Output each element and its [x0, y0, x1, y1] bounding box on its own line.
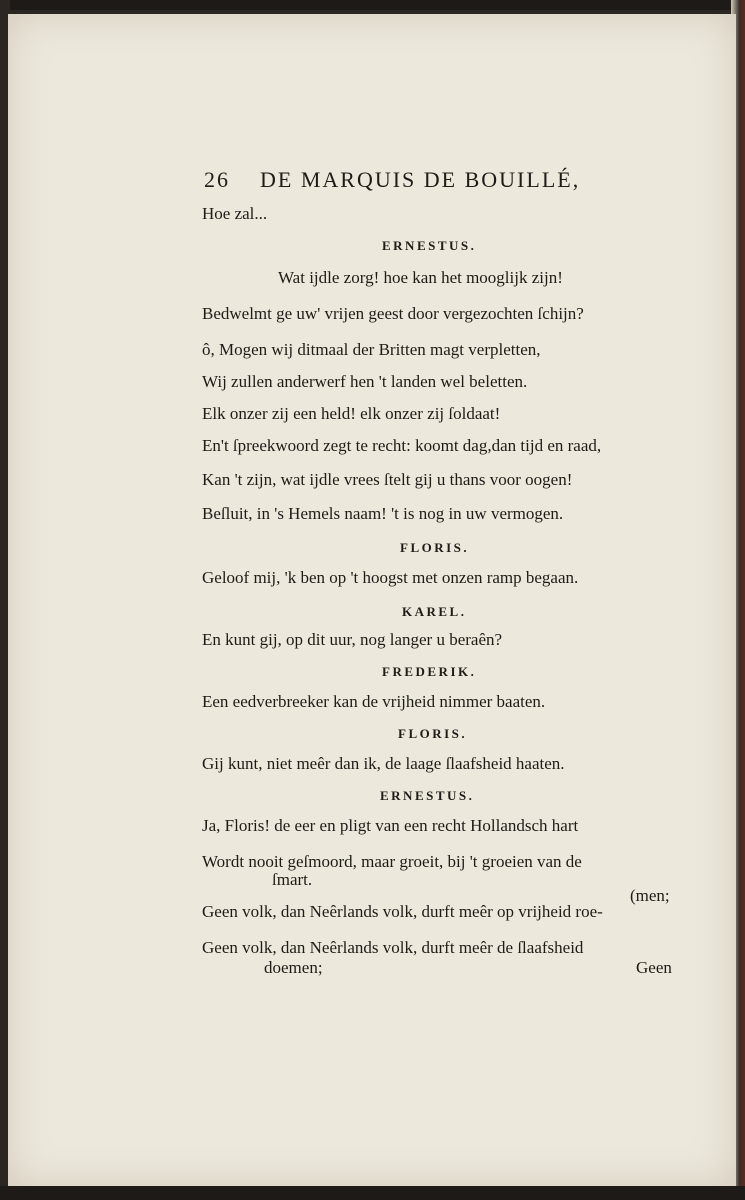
verse-line: Wij zullen anderwerf hen 't landen wel beletten. [202, 372, 528, 391]
verse-line: Een eedverbreeker kan de vrijheid nimmer baaten. [202, 692, 546, 711]
verse-line: ô, Mogen wij ditmaal der Britten magt verpletten, [202, 340, 541, 359]
verse-line: En't ſpreekwoord zegt te recht: koomt dag,dan tijd en raad, [202, 436, 602, 455]
speaker-name: KAREL. [402, 604, 467, 619]
verse-turnover: doemen; [264, 958, 323, 977]
verse-line: En kunt gij, op dit uur, nog langer u beraên? [202, 630, 503, 649]
first-line: Hoe zal... [202, 204, 268, 223]
verse-turnover: ſmart. [272, 870, 313, 889]
verse-line: Gij kunt, niet meêr dan ik, de laage ſlaafsheid haaten. [202, 754, 565, 773]
page-number: 26 [204, 167, 230, 192]
verse-line: Geloof mij, 'k ben op 't hoogst met onzen ramp begaan. [202, 568, 579, 587]
speaker-name: FLORIS. [400, 540, 470, 555]
speaker-name: ERNESTUS. [380, 788, 475, 803]
verse-line: Geen volk, dan Neêrlands volk, durft meêr de ſlaafsheid [202, 938, 584, 957]
catchword: Geen [636, 958, 672, 977]
running-title: DE MARQUIS DE BOUILLÉ, [260, 167, 581, 192]
speaker-name: FREDERIK. [382, 664, 477, 679]
verse-line: Wordt nooit geſmoord, maar groeit, bij 't groeien van de [202, 852, 582, 871]
verse-line: Beſluit, in 's Hemels naam! 't is nog in uw vermogen. [202, 504, 564, 523]
verse-line: Wat ijdle zorg! hoe kan het mooglijk zijn! [278, 268, 563, 287]
verse-line: Ja, Floris! de eer en pligt van een recht Hollandsch hart [202, 816, 579, 835]
scan-bottom-border [0, 1186, 745, 1200]
verse-line: Kan 't zijn, wat ijdle vrees ſtelt gij u thans voor oogen! [202, 470, 573, 489]
speaker-name: FLORIS. [398, 726, 468, 741]
verse-line: Geen volk, dan Neêrlands volk, durft meêr op vrijheid roe- [202, 902, 603, 921]
verse-line: Bedwelmt ge uw' vrijen geest door vergezochten ſchijn? [202, 304, 584, 323]
scan-top-border [0, 0, 745, 10]
speaker-name: ERNESTUS. [382, 238, 477, 253]
verse-turnover-right: (men; [630, 886, 670, 905]
book-page [8, 14, 736, 1186]
verse-line: Elk onzer zij een held! elk onzer zij ſoldaat! [202, 404, 501, 423]
